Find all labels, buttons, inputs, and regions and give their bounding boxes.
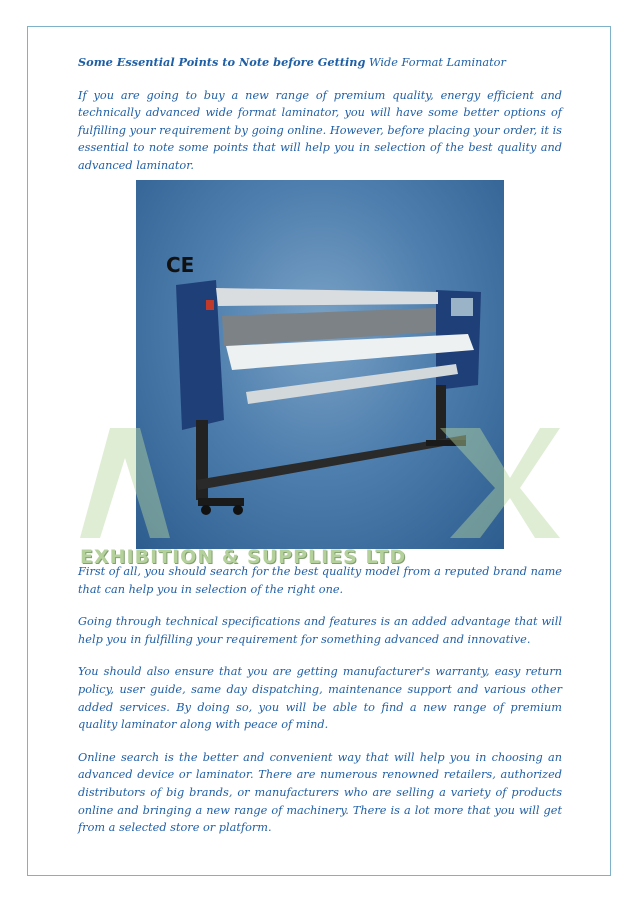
top-bar	[216, 288, 438, 306]
heading-bold: Some Essential Points to Note before Getting	[78, 55, 366, 69]
paragraph-1: First of all, you should search for the best quality model from a reputed brand name that can help you in selection of the right one.	[78, 565, 562, 596]
document-body-continued	[78, 563, 562, 852]
paragraph-3: You should also ensure that you are getting manufacturer's warranty, easy return policy, user guide, same day dispatching, maintenance support and various other added services. By doing so, you will be able to find a new range of premium quality laminator along with peace of mind.	[78, 665, 562, 732]
watermark-text: EXHIBITION & SUPPLIES LTD	[80, 546, 407, 568]
watermark-letter-x	[440, 428, 560, 538]
control-panel	[451, 298, 473, 316]
document-heading	[78, 54, 562, 72]
ce-mark: CE	[166, 253, 195, 277]
intro-paragraph: If you are going to buy a new range of premium quality, energy efficient and technically advanced wide format laminator, you will have some better options of fulfilling your requirement by going online. However, before placing your order, it is essential to note some points that will help you in selection of the best quality and advanced laminator.	[78, 88, 562, 172]
paragraph-2: Going through technical specifications and features is an added advantage that will help you in fulfilling your requirement for something advanced and innovative.	[78, 615, 562, 646]
emergency-button	[206, 300, 214, 310]
laminator-figure	[80, 178, 560, 570]
watermark-letter-a	[80, 428, 170, 538]
heading-normal: Wide Format Laminator	[369, 56, 506, 69]
paragraph-4: Online search is the better and convenient way that will help you in choosing an advanced device or laminator. There are numerous renowned retailers, authorized distributors of big brands, or manufacturers who are selling a variety of products online and bringing a new range of machinery. There is a lot more that you will get from a selected store or platform.	[78, 750, 562, 835]
document-body	[78, 40, 562, 190]
watermark-letters	[80, 388, 560, 538]
